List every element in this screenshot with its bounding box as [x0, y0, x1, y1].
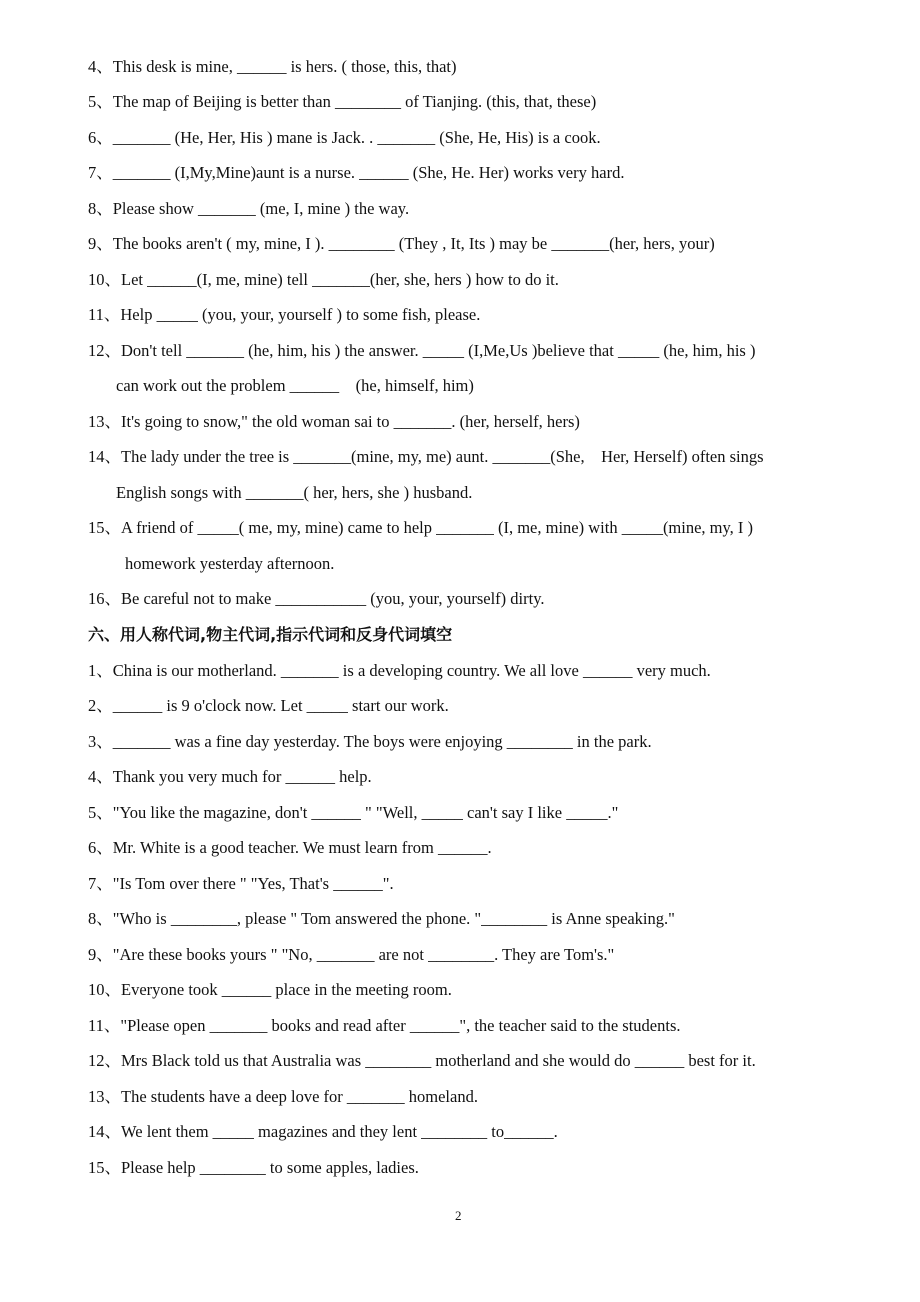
exercise-line-continued: English songs with _______( her, hers, she ) husband. — [116, 483, 473, 502]
exercise-line: 3、_______ was a fine day yesterday. The boys were enjoying ________ in the park. — [88, 732, 652, 751]
exercise-line: 11、"Please open _______ books and read after ______", the teacher said to the students. — [88, 1016, 681, 1035]
exercise-line: 10、Everyone took ______ place in the meeting room. — [88, 980, 452, 999]
exercise-line: 13、It's going to snow," the old woman sai to _______. (her, herself, hers) — [88, 412, 580, 431]
exercise-line: 16、Be careful not to make ___________ (you, your, yourself) dirty. — [88, 589, 545, 608]
exercise-line: 6、_______ (He, Her, His ) mane is Jack. . _______ (She, He, His) is a cook. — [88, 128, 601, 147]
exercise-line: 7、"Is Tom over there " "Yes, That's ______". — [88, 874, 394, 893]
watermark: zixin.com.cn — [600, 601, 899, 659]
exercise-line: 15、A friend of _____( me, my, mine) came to help _______ (I, me, mine) with _____(mine, my, I ) — [88, 518, 754, 537]
exercise-line: 6、Mr. White is a good teacher. We must learn from ______. — [88, 838, 492, 857]
section-heading: 六、用人称代词,物主代词,指示代词和反身代词填空 — [88, 625, 453, 644]
exercise-line: 9、The books aren't ( my, mine, I ). ________ (They , It, Its ) may be _______(her, hers, your) — [88, 234, 715, 253]
exercise-line: 5、"You like the magazine, don't ______ " "Well, _____ can't say I like _____." — [88, 803, 619, 822]
exercise-line: 12、Don't tell _______ (he, him, his ) the answer. _____ (I,Me,Us )believe that _____ (he, him, his ) — [88, 341, 756, 360]
exercise-line: 8、"Who is ________, please " Tom answered the phone. "________ is Anne speaking." — [88, 909, 675, 928]
exercise-line: 12、Mrs Black told us that Australia was ________ motherland and she would do ______ best for it. — [88, 1051, 756, 1070]
exercise-line: 13、The students have a deep love for _______ homeland. — [88, 1087, 478, 1106]
exercise-line-continued: can work out the problem ______ (he, himself, him) — [116, 376, 474, 395]
exercise-line: 11、Help _____ (you, your, yourself ) to some fish, please. — [88, 305, 481, 324]
exercise-line: 1、China is our motherland. _______ is a developing country. We all love ______ very much. — [88, 661, 711, 680]
exercise-line: 8、Please show _______ (me, I, mine ) the way. — [88, 199, 410, 218]
page-number: 2 — [455, 1208, 462, 1223]
exercise-line: 5、The map of Beijing is better than ________ of Tianjing. (this, that, these) — [88, 92, 597, 111]
exercise-line: 2、______ is 9 o'clock now. Let _____ start our work. — [88, 696, 449, 715]
exercise-line: 4、This desk is mine, ______ is hers. ( those, this, that) — [88, 57, 457, 76]
exercise-line: 4、Thank you very much for ______ help. — [88, 767, 372, 786]
exercise-line: 10、Let ______(I, me, mine) tell _______(her, she, hers ) how to do it. — [88, 270, 559, 289]
exercise-line: 15、Please help ________ to some apples, ladies. — [88, 1158, 419, 1177]
exercise-line: 14、The lady under the tree is _______(mine, my, me) aunt. _______(She, Her, Herself) often sings — [88, 447, 764, 466]
exercise-line-continued: homework yesterday afternoon. — [125, 554, 335, 573]
exercise-line: 9、"Are these books yours " "No, _______ are not ________. They are Tom's." — [88, 945, 615, 964]
exercise-line: 7、_______ (I,My,Mine)aunt is a nurse. ______ (She, He. Her) works very hard. — [88, 163, 625, 182]
exercise-line: 14、We lent them _____ magazines and they lent ________ to______. — [88, 1122, 558, 1141]
